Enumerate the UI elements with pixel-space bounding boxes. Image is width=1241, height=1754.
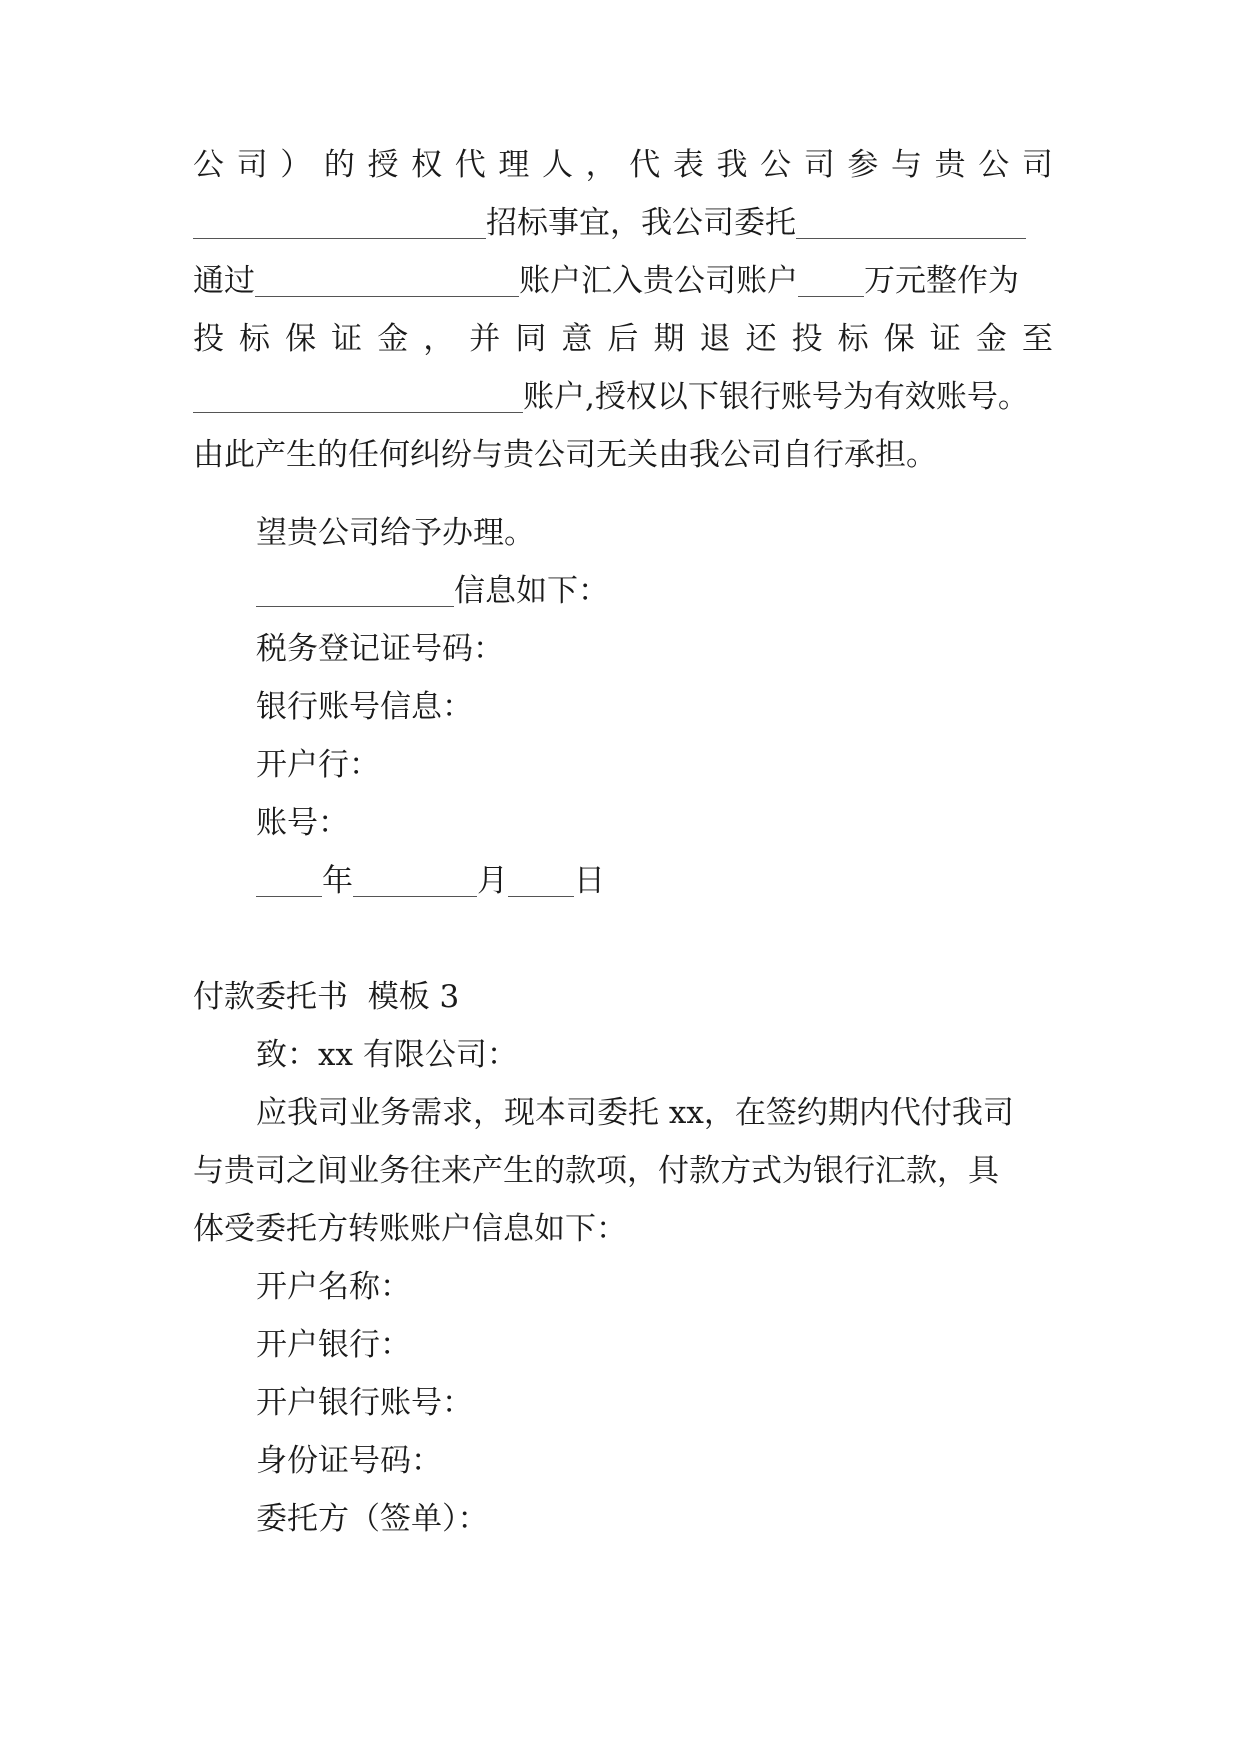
salutation-line — [256, 1033, 1053, 1077]
char: 公 — [193, 147, 224, 183]
char: 同 — [515, 321, 547, 357]
line-text: 由此产生的任何纠纷与贵公司无关由我公司自行承担。 — [193, 437, 937, 473]
paragraph-line-6 — [193, 433, 1053, 477]
char: 的 — [323, 147, 355, 183]
date-year-label: 年 — [322, 863, 353, 899]
field-label: 开户银行： — [256, 1327, 411, 1363]
principal-sign-line — [256, 1497, 1053, 1541]
salutation-text: 致：xx 有限公司： — [256, 1037, 518, 1073]
section-title — [193, 975, 1053, 1019]
line-text: 信息如下： — [454, 573, 609, 609]
line-text: 账户汇入贵公司账户 — [519, 263, 798, 299]
bank-info-line — [256, 685, 1053, 729]
fill-blank — [796, 208, 1026, 239]
paragraph-line-1 — [193, 143, 1053, 187]
char: ， — [585, 147, 617, 183]
field-label: 身份证号码： — [256, 1443, 442, 1479]
char: 证 — [929, 321, 961, 357]
account-bank-no-line — [256, 1381, 1053, 1425]
fill-blank — [798, 266, 864, 297]
char: 与 — [891, 147, 922, 183]
char: 司 — [1021, 147, 1053, 183]
char: 保 — [883, 321, 915, 357]
field-label: 税务登记证号码： — [256, 631, 504, 667]
char: 意 — [561, 321, 593, 357]
char: 人 — [542, 147, 573, 183]
paragraph-line-5 — [193, 375, 1053, 419]
request-line — [256, 511, 1053, 555]
char: 表 — [672, 147, 704, 183]
body-line-3 — [193, 1207, 1053, 1251]
char: 还 — [745, 321, 777, 357]
char: 代 — [629, 147, 661, 183]
bank-branch-line — [256, 743, 1053, 787]
date-month-label: 月 — [477, 863, 508, 899]
fill-blank — [256, 576, 454, 607]
field-label: 银行账号信息： — [256, 689, 473, 725]
char: ） — [280, 147, 312, 183]
tax-no-line — [256, 627, 1053, 671]
line-text: 应我司业务需求，现本司委托 xx，在签约期内代付我司 — [256, 1095, 1014, 1131]
char: 代 — [454, 147, 486, 183]
date-day-label: 日 — [574, 863, 605, 899]
account-bank-line — [256, 1323, 1053, 1367]
char: 并 — [469, 321, 501, 357]
char: 标 — [837, 321, 869, 357]
char: 投 — [791, 321, 823, 357]
paragraph-line-2 — [193, 201, 1053, 245]
char: 证 — [331, 321, 363, 357]
info-header-line — [256, 569, 1053, 613]
fill-blank — [256, 866, 322, 897]
field-label: 开户名称： — [256, 1269, 411, 1305]
char: 退 — [699, 321, 731, 357]
char: 标 — [239, 321, 271, 357]
char: 投 — [193, 321, 224, 357]
field-label: 委托方（签单）： — [256, 1501, 489, 1537]
fill-blank — [353, 866, 477, 897]
char: 后 — [607, 321, 639, 357]
char: 金 — [377, 321, 409, 357]
field-label: 开户行： — [256, 747, 380, 783]
field-label: 账号： — [256, 805, 349, 841]
char: 我 — [716, 147, 748, 183]
line-text: 体受委托方转账账户信息如下： — [193, 1211, 627, 1247]
char: 金 — [975, 321, 1007, 357]
fill-blank — [193, 382, 523, 413]
account-line — [256, 801, 1053, 845]
char: 司 — [803, 147, 835, 183]
char: 权 — [411, 147, 443, 183]
char: 公 — [978, 147, 1010, 183]
fill-blank — [193, 208, 486, 239]
char: 参 — [847, 147, 879, 183]
char: 授 — [367, 147, 399, 183]
id-no-line — [256, 1439, 1053, 1483]
line-text: 招标事宜，我公司委托 — [486, 205, 796, 241]
date-line — [256, 859, 1053, 903]
char: 司 — [236, 147, 268, 183]
line-text: 账户,授权以下银行账号为有效账号。 — [523, 379, 1029, 415]
char: 贵 — [934, 147, 966, 183]
fill-blank — [508, 866, 574, 897]
fill-blank — [255, 266, 519, 297]
line-text: 与贵司之间业务往来产生的款项，付款方式为银行汇款，具 — [193, 1153, 999, 1189]
char: 公 — [760, 147, 792, 183]
paragraph-line-4 — [193, 317, 1053, 361]
paragraph-line-3 — [193, 259, 1053, 303]
body-line-2 — [193, 1149, 1053, 1193]
char: 期 — [653, 321, 685, 357]
char: 保 — [285, 321, 317, 357]
line-text: 通过 — [193, 263, 255, 299]
line-text: 望贵公司给予办理。 — [256, 515, 535, 551]
char: 理 — [498, 147, 530, 183]
body-line-1 — [256, 1091, 1053, 1135]
field-label: 开户银行账号： — [256, 1385, 473, 1421]
section-title-text: 付款委托书 模板 3 — [193, 979, 460, 1015]
char: ， — [423, 321, 455, 357]
account-name-line — [256, 1265, 1053, 1309]
char: 至 — [1021, 321, 1053, 357]
line-text: 万元整作为 — [864, 263, 1019, 299]
